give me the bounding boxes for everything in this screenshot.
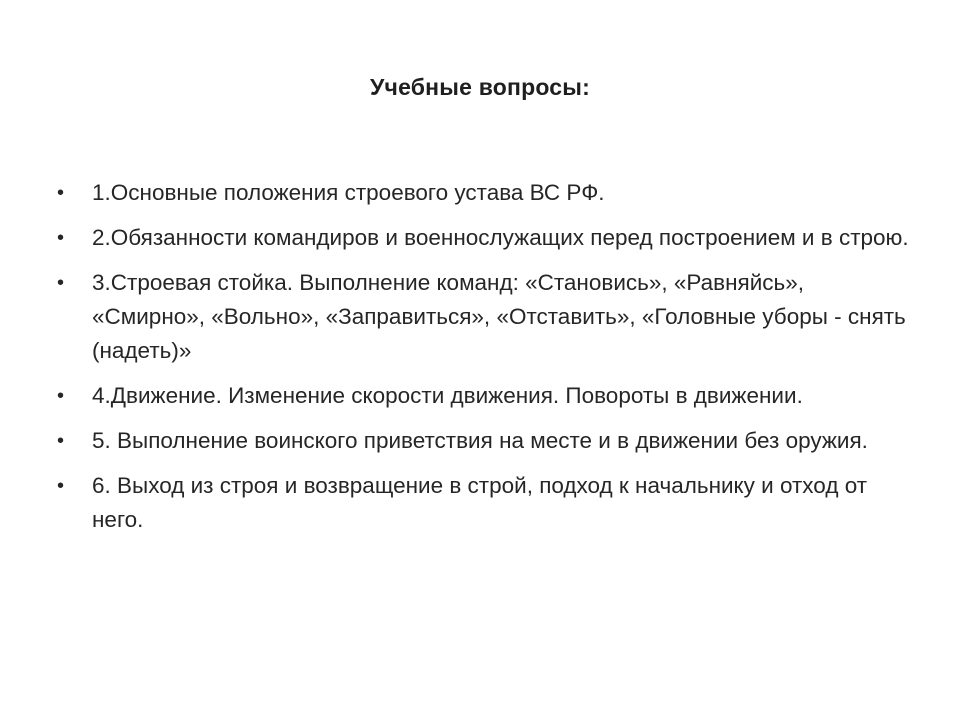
bullet-item-6 <box>57 469 916 537</box>
bullet-item-4 <box>57 379 916 413</box>
bullet-item-1 <box>57 176 916 210</box>
bullet-icon: • <box>57 430 65 452</box>
bullet-text: 5. Выполнение воинского приветствия на месте и в движении без оружия. <box>92 428 868 453</box>
bullet-item-3 <box>57 266 916 368</box>
bullet-text: 4.Движение. Изменение скорости движения. Повороты в движении. <box>92 383 803 408</box>
bullet-icon: • <box>57 182 65 204</box>
bullet-text: 1.Основные положения строевого устава ВС РФ. <box>92 180 605 205</box>
bullet-icon: • <box>57 385 65 407</box>
bullet-icon: • <box>57 475 65 497</box>
bullet-text: 6. Выход из строя и возвращение в строй, подход к начальнику и отход от него. <box>92 473 868 532</box>
bullet-icon: • <box>57 227 65 249</box>
bullet-icon: • <box>57 272 65 294</box>
bullet-text: 3.Строевая стойка. Выполнение команд: «Становись», «Равняйсь», «Смирно», «Вольно», «Заправиться», «Отставить», «Головные уборы - снять (надеть)» <box>92 270 906 363</box>
bullet-list <box>57 176 916 548</box>
bullet-text: 2.Обязанности командиров и военнослужащих перед построением и в строю. <box>92 225 909 250</box>
slide-title: Учебные вопросы: <box>370 74 590 100</box>
bullet-item-5 <box>57 424 916 458</box>
bullet-item-2 <box>57 221 916 255</box>
